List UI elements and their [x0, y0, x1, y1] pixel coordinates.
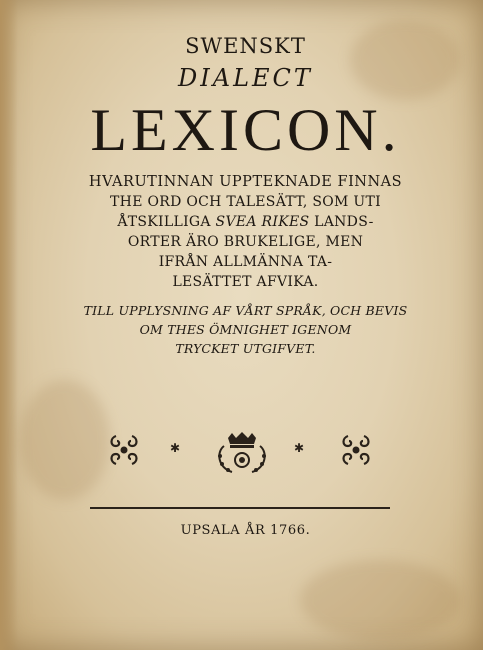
subtitle-line: THE ORD OCH TALESÄTT, SOM UTI [110, 194, 381, 210]
star-icon: ✱ [170, 441, 181, 455]
title-line-2: DIALECT [178, 64, 313, 92]
paper-stain [300, 560, 460, 640]
purpose-line: TRYCKET UTGIFVET. [175, 341, 316, 356]
paper-stain [20, 380, 110, 500]
subtitle-line: HVARUTINNAN UPPTEKNADE FINNAS [88, 174, 403, 190]
star-icon: ✱ [294, 441, 305, 455]
divider-rule [90, 507, 390, 509]
subtitle-line: ÅTSKILLIGA SVEA RIKES LANDS- [117, 214, 374, 230]
fleuron-icon [340, 432, 372, 468]
imprint: UPSALA ÅR 1766. [180, 523, 311, 538]
title-main: LEXICON. [90, 97, 401, 163]
crown-wreath-icon [214, 430, 270, 476]
purpose-line: OM THES ÖMNIGHET IGENOM [139, 322, 352, 337]
subtitle-line: IFRÅN ALLMÄNNA TA- [158, 254, 333, 270]
title-line-1: SWENSKT [185, 34, 306, 58]
subtitle-line: LESÄTTET AFVIKA. [172, 274, 319, 290]
purpose-line: TILL UPPLYSNING AF VÅRT SPRÅK, OCH BEVIS [83, 303, 408, 318]
fleuron-icon [108, 432, 140, 468]
subtitle-line: ORTER ÄRO BRUKELIGE, MEN [127, 234, 364, 250]
